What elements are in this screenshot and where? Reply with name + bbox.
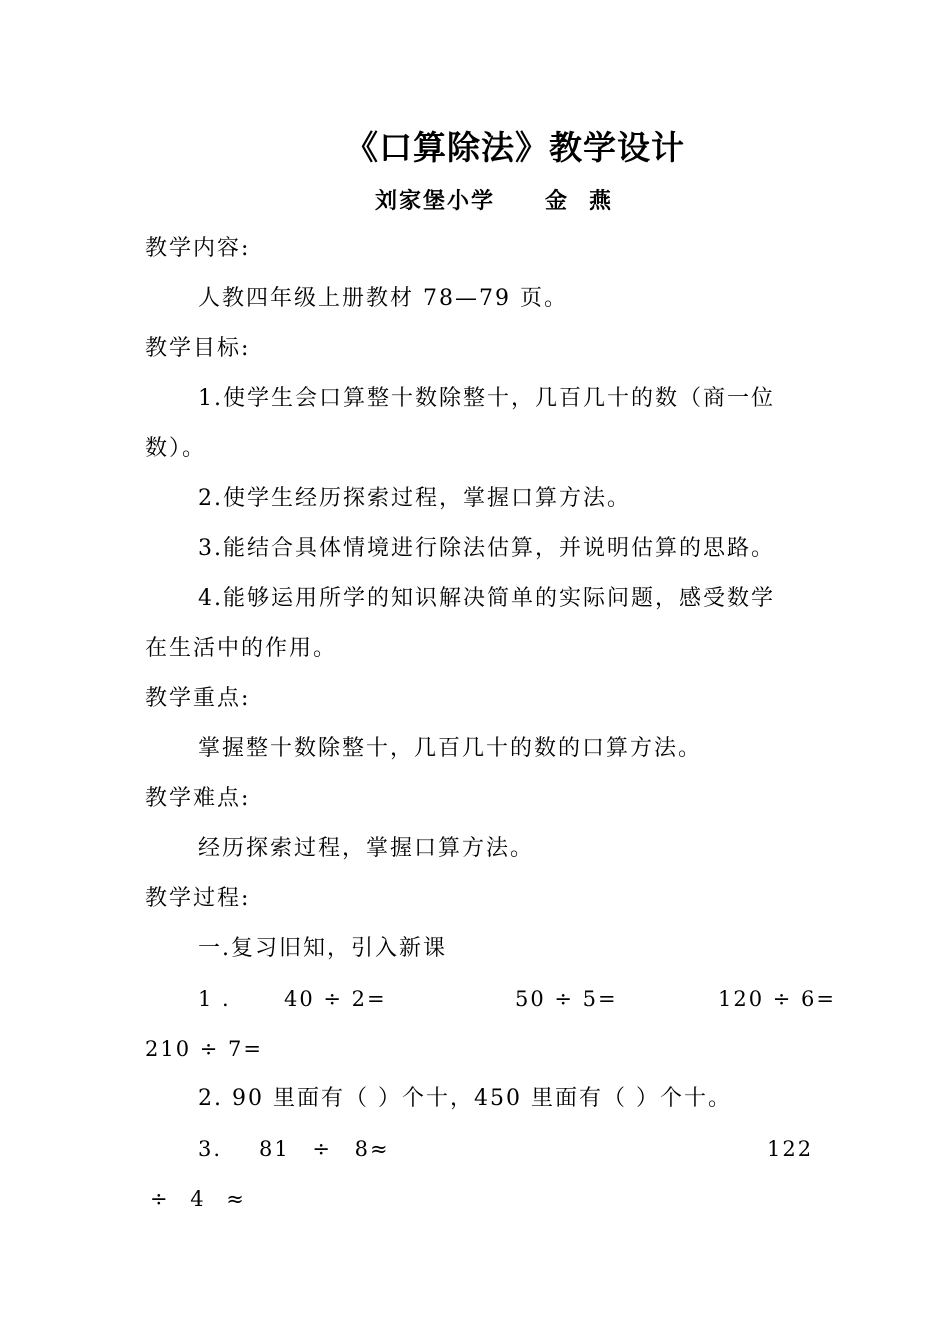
exercise-3-a: 81 ÷ 8≈ bbox=[259, 1137, 390, 1161]
process-heading: 教学过程: bbox=[145, 886, 251, 911]
exercise-3-b-rest: ÷ 4 ≈ bbox=[150, 1187, 246, 1211]
exercise-1-c: 120 ÷ 6= bbox=[718, 987, 836, 1011]
byline bbox=[375, 184, 633, 215]
exercise-1-a: 40 ÷ 2= bbox=[284, 987, 387, 1011]
difficulty-heading: 教学难点: bbox=[145, 786, 251, 811]
exercise-1-d: 210 ÷ 7= bbox=[145, 1037, 263, 1061]
key-heading: 教学重点: bbox=[145, 686, 251, 711]
objective-1-line-2: 数）。 bbox=[145, 436, 207, 461]
author-name: 金燕 bbox=[545, 189, 634, 214]
objective-3: 3.能结合具体情境进行除法估算，并说明估算的思路。 bbox=[198, 536, 775, 561]
content-text: 人教四年级上册教材 78—79 页。 bbox=[198, 286, 568, 311]
objectives-heading: 教学目标: bbox=[145, 336, 251, 361]
exercise-3-b-number: 122 bbox=[767, 1137, 814, 1161]
objective-1-line-1: 1.使学生会口算整十数除整十，几百几十的数（商一位 bbox=[198, 386, 775, 411]
school-name: 刘家堡小学 bbox=[375, 189, 496, 214]
exercise-1-b: 50 ÷ 5= bbox=[515, 987, 618, 1011]
section-1-heading: 一.复习旧知，引入新课 bbox=[198, 936, 447, 961]
exercise-3-label: 3. bbox=[198, 1137, 223, 1161]
key-text: 掌握整十数除整十，几百几十的数的口算方法。 bbox=[198, 736, 703, 761]
document-title: 《口算除法》教学设计 bbox=[345, 128, 685, 167]
exercise-2: 2. 90 里面有（ ）个十，450 里面有（ ）个十。 bbox=[198, 1086, 732, 1111]
objective-4-line-1: 4.能够运用所学的知识解决简单的实际问题，感受数学 bbox=[198, 586, 775, 611]
content-heading: 教学内容: bbox=[145, 236, 251, 261]
difficulty-text: 经历探索过程，掌握口算方法。 bbox=[198, 836, 535, 861]
objective-4-line-2: 在生活中的作用。 bbox=[145, 636, 338, 661]
objective-2: 2.使学生经历探索过程，掌握口算方法。 bbox=[198, 486, 631, 511]
exercise-1-label: 1 . bbox=[198, 987, 231, 1011]
